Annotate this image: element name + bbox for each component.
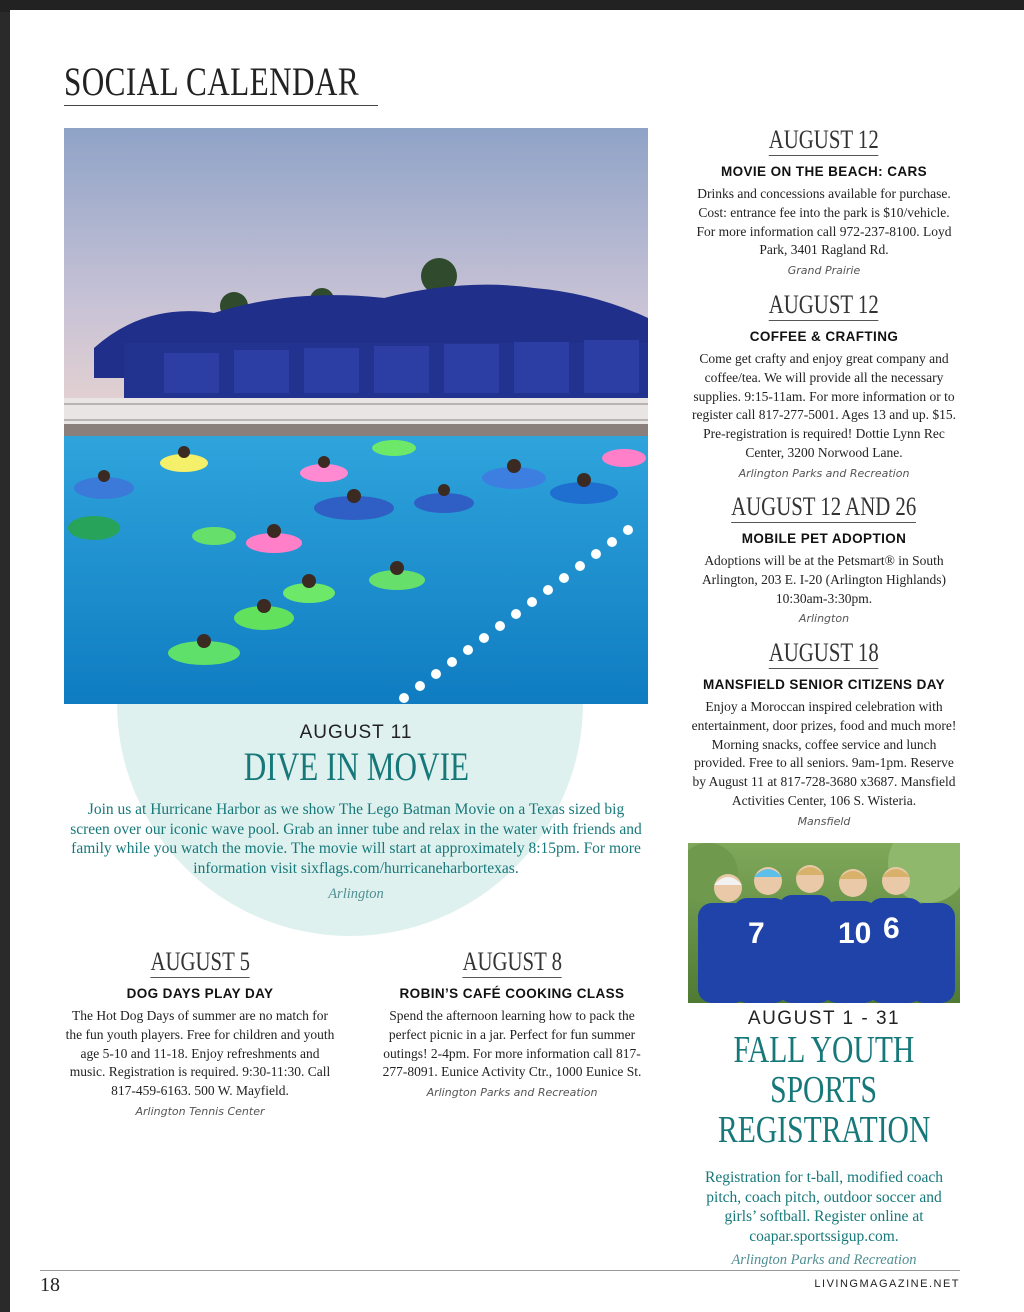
site-url: LIVINGMAGAZINE.NET <box>814 1278 960 1290</box>
event-date: AUGUST 18 <box>768 638 879 667</box>
svg-text:7: 7 <box>748 917 765 950</box>
svg-text:10: 10 <box>838 917 872 950</box>
event-description: Spend the afternoon learning how to pack the perfect picnic in a jar. Perfect for fun summer outings! 2-4pm. For more information call 817-277-8091. Eunice Activity Ctr., 1000 Eunice St. <box>382 1008 642 1080</box>
sports-headline-line-3: REGISTRATION <box>717 1109 931 1151</box>
sports-headline-line-1: FALL YOUTH <box>733 1029 915 1071</box>
sports-headline-line-2: SPORTS <box>770 1069 878 1111</box>
event-location: Grand Prairie <box>787 264 861 278</box>
event-name: DOG DAYS PLAY DAY <box>126 986 274 1001</box>
event-name: MANSFIELD SENIOR CITIZENS DAY <box>702 677 946 692</box>
event-date: AUGUST 5 <box>150 947 250 976</box>
event-description: The Hot Dog Days of summer are no match for the fun youth players. Free for children and youth age 5-10 and 11-18. Enjoy refreshments and music. Registration is required. 9:30-11:30. Call 817-459-6163. 500 W. Mayfield. <box>65 1008 335 1099</box>
svg-text:6: 6 <box>883 912 900 945</box>
event-name: MOVIE ON THE BEACH: CARS <box>720 164 928 179</box>
event-senior-citizens-day <box>688 639 960 828</box>
event-date: AUGUST 12 AND 26 <box>731 492 917 521</box>
feature-date: AUGUST 11 <box>299 722 413 743</box>
footer-rule <box>40 1270 960 1271</box>
sports-description: Registration for t-ball, modified coach pitch, coach pitch, outdoor soccer and girls’ softball. Register online at coapar.sportssigup.com. <box>704 1169 944 1245</box>
event-date: AUGUST 12 <box>768 290 879 319</box>
event-date: AUGUST 12 <box>768 125 879 154</box>
feature-location: Arlington <box>328 886 384 903</box>
wave-pool-photo <box>64 128 648 704</box>
event-description: Come get crafty and enjoy great company and coffee/tea. We will provide all the necessary supplies. 9:15-11am. For more information or to register call 817-277-5001. Ages 13 and up. $15. Pre-registration is required! Dottie Lynn Rec Center, 3200 Norwood Lane. <box>692 351 956 460</box>
event-description: Adoptions will be at the Petsmart® in South Arlington, 203 E. I-20 (Arlington Highlands) 10:30am-3:30pm. <box>701 553 947 606</box>
page-title: SOCIAL CALENDAR <box>64 59 360 104</box>
event-location: Arlington Parks and Recreation <box>426 1086 598 1100</box>
feature-description: Join us at Hurricane Harbor as we show The Lego Batman Movie on a Texas sized big screen over our iconic wave pool. Grab an inner tube and relax in the water with friends and family while you watch the movie. The movie will start at approximately 8:15pm. For more information visit sixflags.com/hurricaneharbortexas. <box>70 801 642 877</box>
event-robins-cafe-cooking-class <box>376 948 648 1099</box>
event-movie-on-the-beach <box>688 126 960 277</box>
sports-registration <box>688 1008 960 1269</box>
sports-date: AUGUST 1 - 31 <box>747 1008 901 1029</box>
event-description: Enjoy a Moroccan inspired celebration with entertainment, door prizes, food and much more! Morning snacks, coffee service and lunch provided. Free to all seniors. 9am-1pm. Reserve by August 11 at 817-728-3680 x3687. Mansfield Activities Center, 106 S. Wisteria. <box>691 699 957 808</box>
youth-soccer-photo <box>688 843 960 1003</box>
event-date: AUGUST 8 <box>462 947 562 976</box>
sports-location: Arlington Parks and Recreation <box>731 1252 917 1269</box>
title-underline <box>64 105 378 106</box>
event-location: Arlington <box>798 612 850 626</box>
event-location: Mansfield <box>797 814 851 828</box>
event-name: COFFEE & CRAFTING <box>749 329 899 344</box>
event-name: ROBIN’S CAFÉ COOKING CLASS <box>399 986 625 1001</box>
event-coffee-crafting <box>688 291 960 480</box>
event-mobile-pet-adoption <box>688 493 960 625</box>
event-description: Drinks and concessions available for purchase. Cost: entrance fee into the park is $10/vehicle. For more information call 972-237-8100. Loyd Park, 3401 Ragland Rd. <box>696 186 952 258</box>
event-location: Arlington Parks and Recreation <box>738 466 910 480</box>
page-number: 18 <box>40 1274 60 1296</box>
event-dog-days-play-day <box>64 948 336 1118</box>
event-name: MOBILE PET ADOPTION <box>741 531 907 546</box>
feature-headline: DIVE IN MOVIE <box>243 744 469 789</box>
feature-event <box>64 722 648 903</box>
event-location: Arlington Tennis Center <box>135 1104 265 1118</box>
